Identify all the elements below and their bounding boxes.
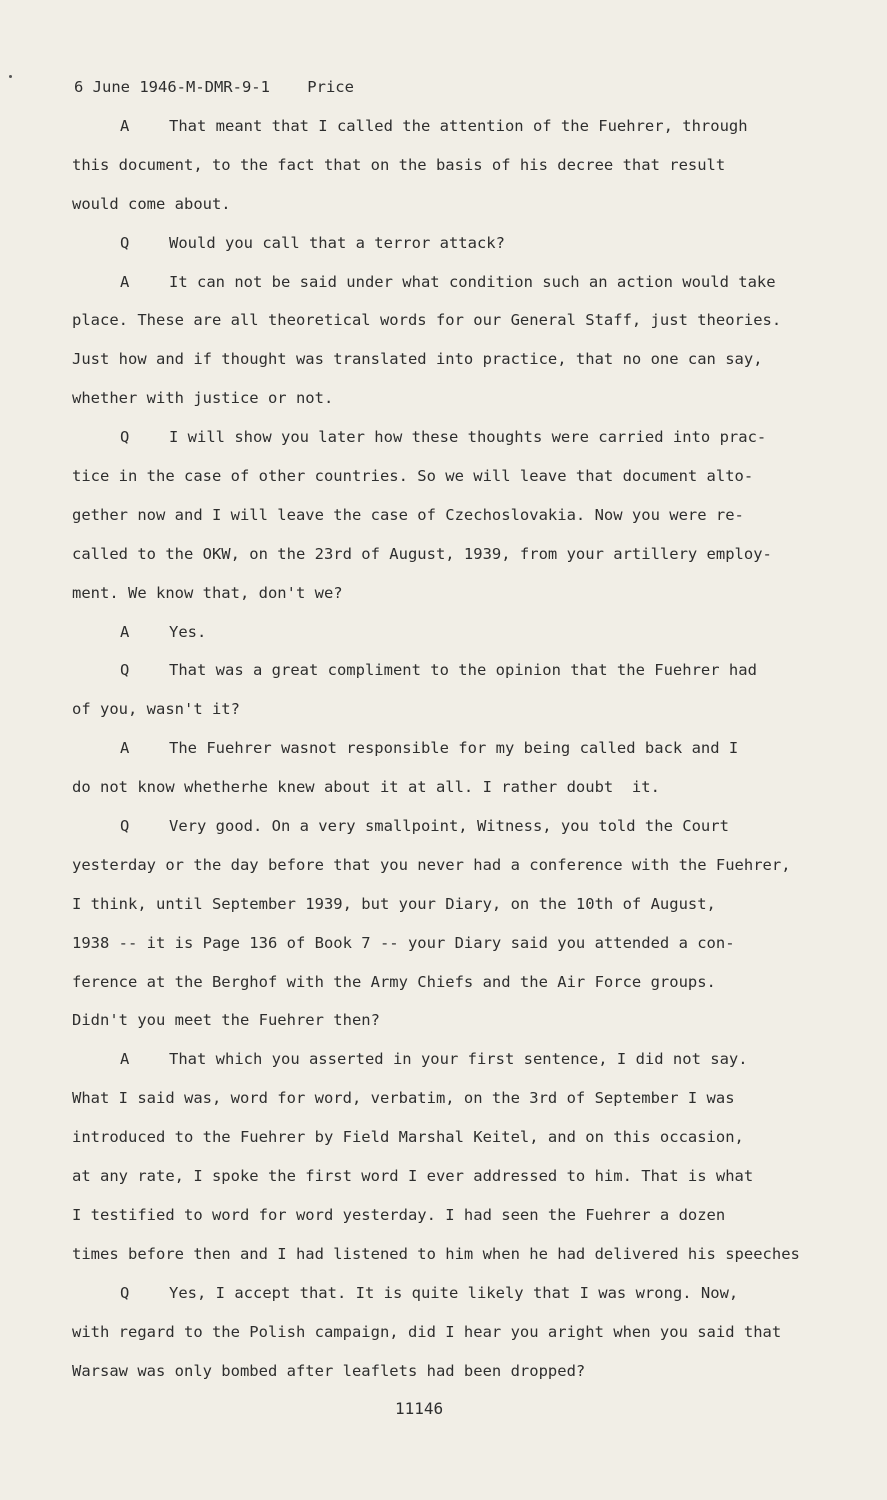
transcript-body [72, 115, 832, 1398]
transcript-line [72, 1048, 832, 1087]
line-text: ference at the Berghof with the Army Chiefs and the Air Force groups. [72, 972, 716, 991]
line-text: I think, until September 1939, but your Diary, on the 10th of August, [72, 894, 716, 913]
transcript-line [72, 1165, 832, 1204]
transcript-line [72, 1126, 832, 1165]
line-text: Yes, I accept that. It is quite likely that I was wrong. Now, [169, 1283, 739, 1302]
transcript-line [72, 659, 832, 698]
line-text: Didn't you meet the Fuehrer then? [72, 1011, 380, 1030]
transcript-line [72, 582, 832, 621]
line-text: That which you asserted in your first sentence, I did not say. [169, 1050, 748, 1069]
line-text: this document, to the fact that on the basis of his decree that result [72, 155, 726, 174]
transcript-line [72, 854, 832, 893]
line-text: I testified to word for word yesterday. I had seen the Fuehrer a dozen [72, 1205, 726, 1224]
speaker-marker: A [120, 272, 130, 291]
transcript-line [72, 1360, 832, 1399]
line-text: gether now and I will leave the case of Czechoslovakia. Now you were re- [72, 505, 744, 524]
line-text: tice in the case of other countries. So we will leave that document alto- [72, 467, 754, 486]
transcript-line [72, 737, 832, 776]
line-text: would come about. [72, 194, 231, 213]
line-text: called to the OKW, on the 23rd of August, 1939, from your artillery employ- [72, 544, 772, 563]
transcript-line [72, 115, 832, 154]
line-text: What I said was, word for word, verbatim, on the 3rd of September I was [72, 1089, 735, 1108]
transcript-line [72, 1282, 832, 1321]
transcript-line [72, 232, 832, 271]
line-text: ment. We know that, don't we? [72, 583, 343, 602]
transcript-line [72, 504, 832, 543]
transcript-line [72, 1243, 832, 1282]
transcript-line [72, 815, 832, 854]
transcript-line [72, 271, 832, 310]
line-text: of you, wasn't it? [72, 700, 240, 719]
line-text: That meant that I called the attention of the Fuehrer, through [169, 117, 748, 135]
transcript-line [72, 387, 832, 426]
line-text: Just how and if thought was translated into practice, that no one can say, [72, 350, 763, 369]
line-text: place. These are all theoretical words for our General Staff, just theories. [72, 311, 782, 330]
transcript-line [72, 543, 832, 582]
speaker-marker: A [120, 622, 130, 641]
page-number: 11146 [395, 1399, 444, 1418]
line-text: at any rate, I spoke the first word I ever addressed to him. That is what [72, 1167, 754, 1186]
transcript-line [72, 893, 832, 932]
line-text: times before then and I had listened to him when he had delivered his speeches [72, 1244, 800, 1263]
line-text: with regard to the Polish campaign, did I hear you aright when you said that [72, 1322, 782, 1341]
transcript-line [72, 621, 832, 660]
transcript-line [72, 465, 832, 504]
transcript-line [72, 154, 832, 193]
speaker-marker: Q [120, 1283, 130, 1302]
transcript-line [72, 1321, 832, 1360]
line-text: yesterday or the day before that you never had a conference with the Fuehrer, [72, 855, 791, 874]
transcript-line [72, 971, 832, 1010]
transcript-line [72, 1009, 832, 1048]
line-text: It can not be said under what condition such an action would take [169, 272, 776, 291]
transcript-line [72, 193, 832, 232]
line-text: I will show you later how these thoughts were carried into prac- [169, 428, 767, 447]
transcript-line [72, 1087, 832, 1126]
speaker-marker: A [120, 117, 130, 135]
transcript-line [72, 426, 832, 465]
transcript-line [72, 309, 832, 348]
transcript-line [72, 1204, 832, 1243]
line-text: That was a great compliment to the opinion that the Fuehrer had [169, 661, 757, 680]
transcript-line [72, 776, 832, 815]
transcript-line [72, 698, 832, 737]
line-text: introduced to the Fuehrer by Field Marshal Keitel, and on this occasion, [72, 1128, 744, 1147]
line-text: do not know whetherhe knew about it at all. I rather doubt it. [72, 778, 660, 797]
speaker-marker: Q [120, 817, 130, 836]
line-text: Would you call that a terror attack? [169, 233, 505, 252]
line-text: Very good. On a very smallpoint, Witness, you told the Court [169, 817, 729, 836]
page-header: 6 June 1946-M-DMR-9-1 Price [74, 78, 354, 96]
line-text: The Fuehrer wasnot responsible for my being called back and I [169, 739, 739, 758]
line-text: Yes. [169, 622, 207, 641]
speaker-marker: Q [120, 428, 130, 447]
paper-speck [9, 75, 12, 78]
transcript-line [72, 932, 832, 971]
speaker-marker: A [120, 739, 130, 758]
line-text: 1938 -- it is Page 136 of Book 7 -- your Diary said you attended a con- [72, 933, 735, 952]
speaker-marker: A [120, 1050, 130, 1069]
line-text: whether with justice or not. [72, 389, 334, 408]
speaker-marker: Q [120, 233, 130, 252]
transcript-line [72, 348, 832, 387]
speaker-marker: Q [120, 661, 130, 680]
line-text: Warsaw was only bombed after leaflets had been dropped? [72, 1361, 586, 1380]
